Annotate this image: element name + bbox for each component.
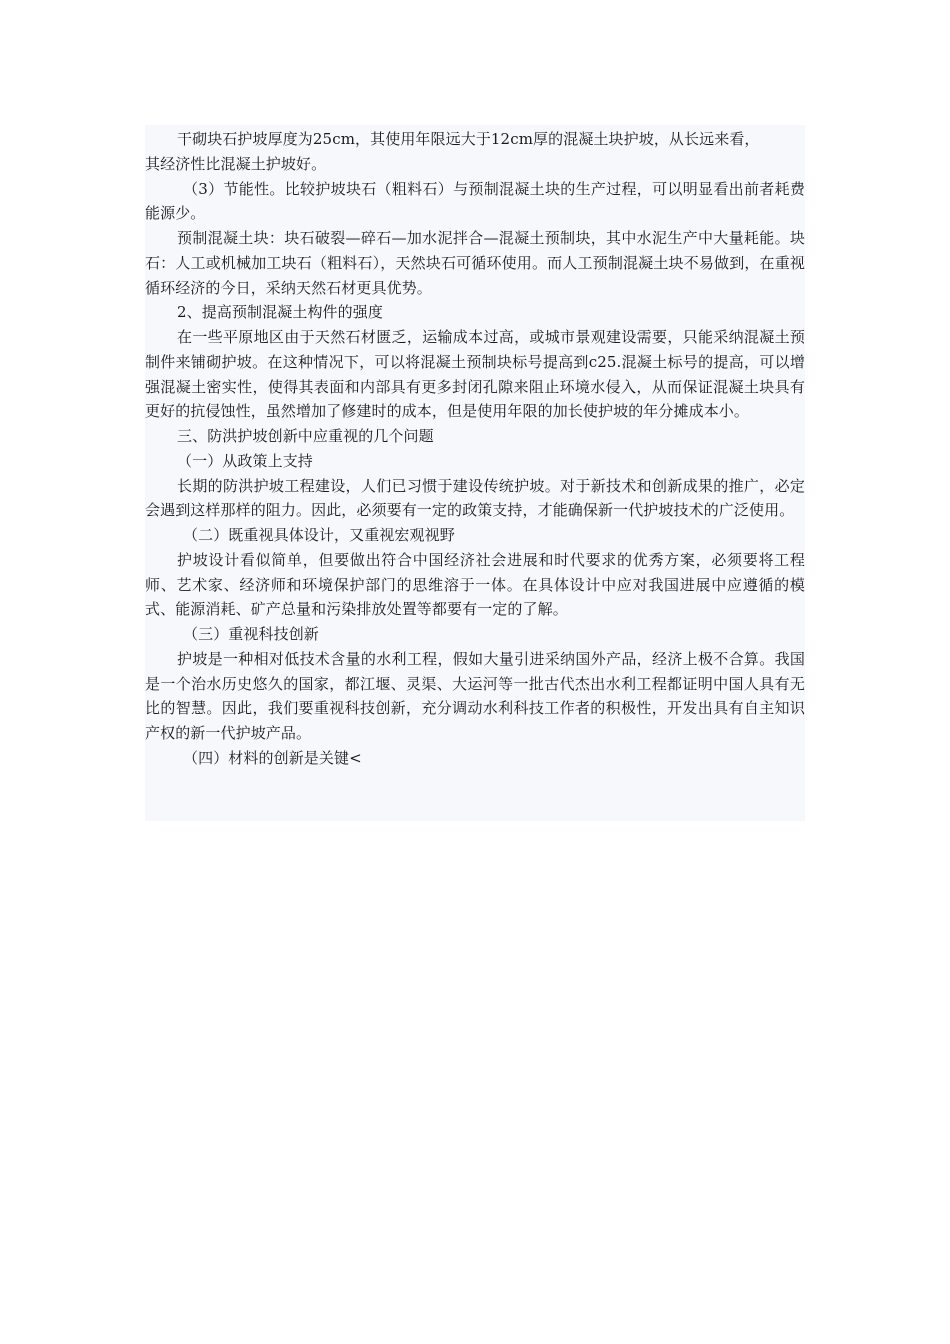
- subheading-policy: （一）从政策上支持: [177, 451, 313, 470]
- section-heading-3: 三、防洪护坡创新中应重视的几个问题: [177, 427, 434, 445]
- subheading-design: （二）既重视具体设计，又重视宏观视野: [183, 526, 455, 544]
- section-heading-2: 2、提高预制混凝土构件的强度: [177, 303, 383, 322]
- article-body: [145, 125, 805, 821]
- paragraph-1: 干砌块石护坡厚度为25cm，其使用年限远大于12cm厚的混凝土块护坡，从长远来看，: [177, 130, 760, 148]
- paragraph-energy-saving: （3）节能性。比较护坡块石（粗料石）与预制混凝土块的生产过程，可以明显看出前者耗费能源少。: [145, 179, 805, 223]
- paragraph-1-continued: 其经济性比混凝土护坡好。: [145, 154, 327, 173]
- paragraph-innovation: 护坡是一种相对低技术含量的水利工程，假如大量引进采纳国外产品，经济上极不合算。我国是一个治水历史悠久的国家，都江堰、灵渠、大运河等一批古代杰出水利工程都证明中国人具有无比的智慧。因此，我们要重视科技创新，充分调动水利科技工作者的积极性，开发出具有自主知识产权的新一代护坡产品。: [145, 649, 805, 742]
- paragraph-precast-blocks: 预制混凝土块：块石破裂—碎石—加水泥拌合—混凝土预制块，其中水泥生产中大量耗能。块石：人工或机械加工块石（粗料石），天然块石可循环使用。而人工预制混凝土块不易做到，在重视循环经济的今日，采纳天然石材更具优势。: [145, 229, 805, 297]
- paragraph-plain-areas: 在一些平原地区由于天然石材匮乏，运输成本过高，或城市景观建设需要，只能采纳混凝土预制件来铺砌护坡。在这种情况下，可以将混凝土预制块标号提高到c25.混凝土标号的提高，可以增强混凝土密实性，使得其表面和内部具有更多封闭孔隙来阻止环境水侵入，从而保证混凝土块具有更好的抗侵蚀性，虽然增加了修建时的成本，但是使用年限的加长使护坡的年分摊成本小。: [145, 328, 805, 421]
- subheading-materials: （四）材料的创新是关键<: [183, 748, 362, 767]
- paragraph-design: 护坡设计看似简单，但要做出符合中国经济社会进展和时代要求的优秀方案，必须要将工程师、艺术家、经济师和环境保护部门的思维溶于一体。在具体设计中应对我国进展中应遵循的模式、能源消耗、矿产总量和污染排放处置等都要有一定的了解。: [145, 550, 805, 619]
- subheading-innovation: （三）重视科技创新: [183, 625, 319, 643]
- paragraph-policy: 长期的防洪护坡工程建设，人们已习惯于建设传统护坡。对于新技术和创新成果的推广，必定会遇到这样那样的阻力。因此，必须要有一定的政策支持，才能确保新一代护坡技术的广泛使用。: [145, 476, 805, 520]
